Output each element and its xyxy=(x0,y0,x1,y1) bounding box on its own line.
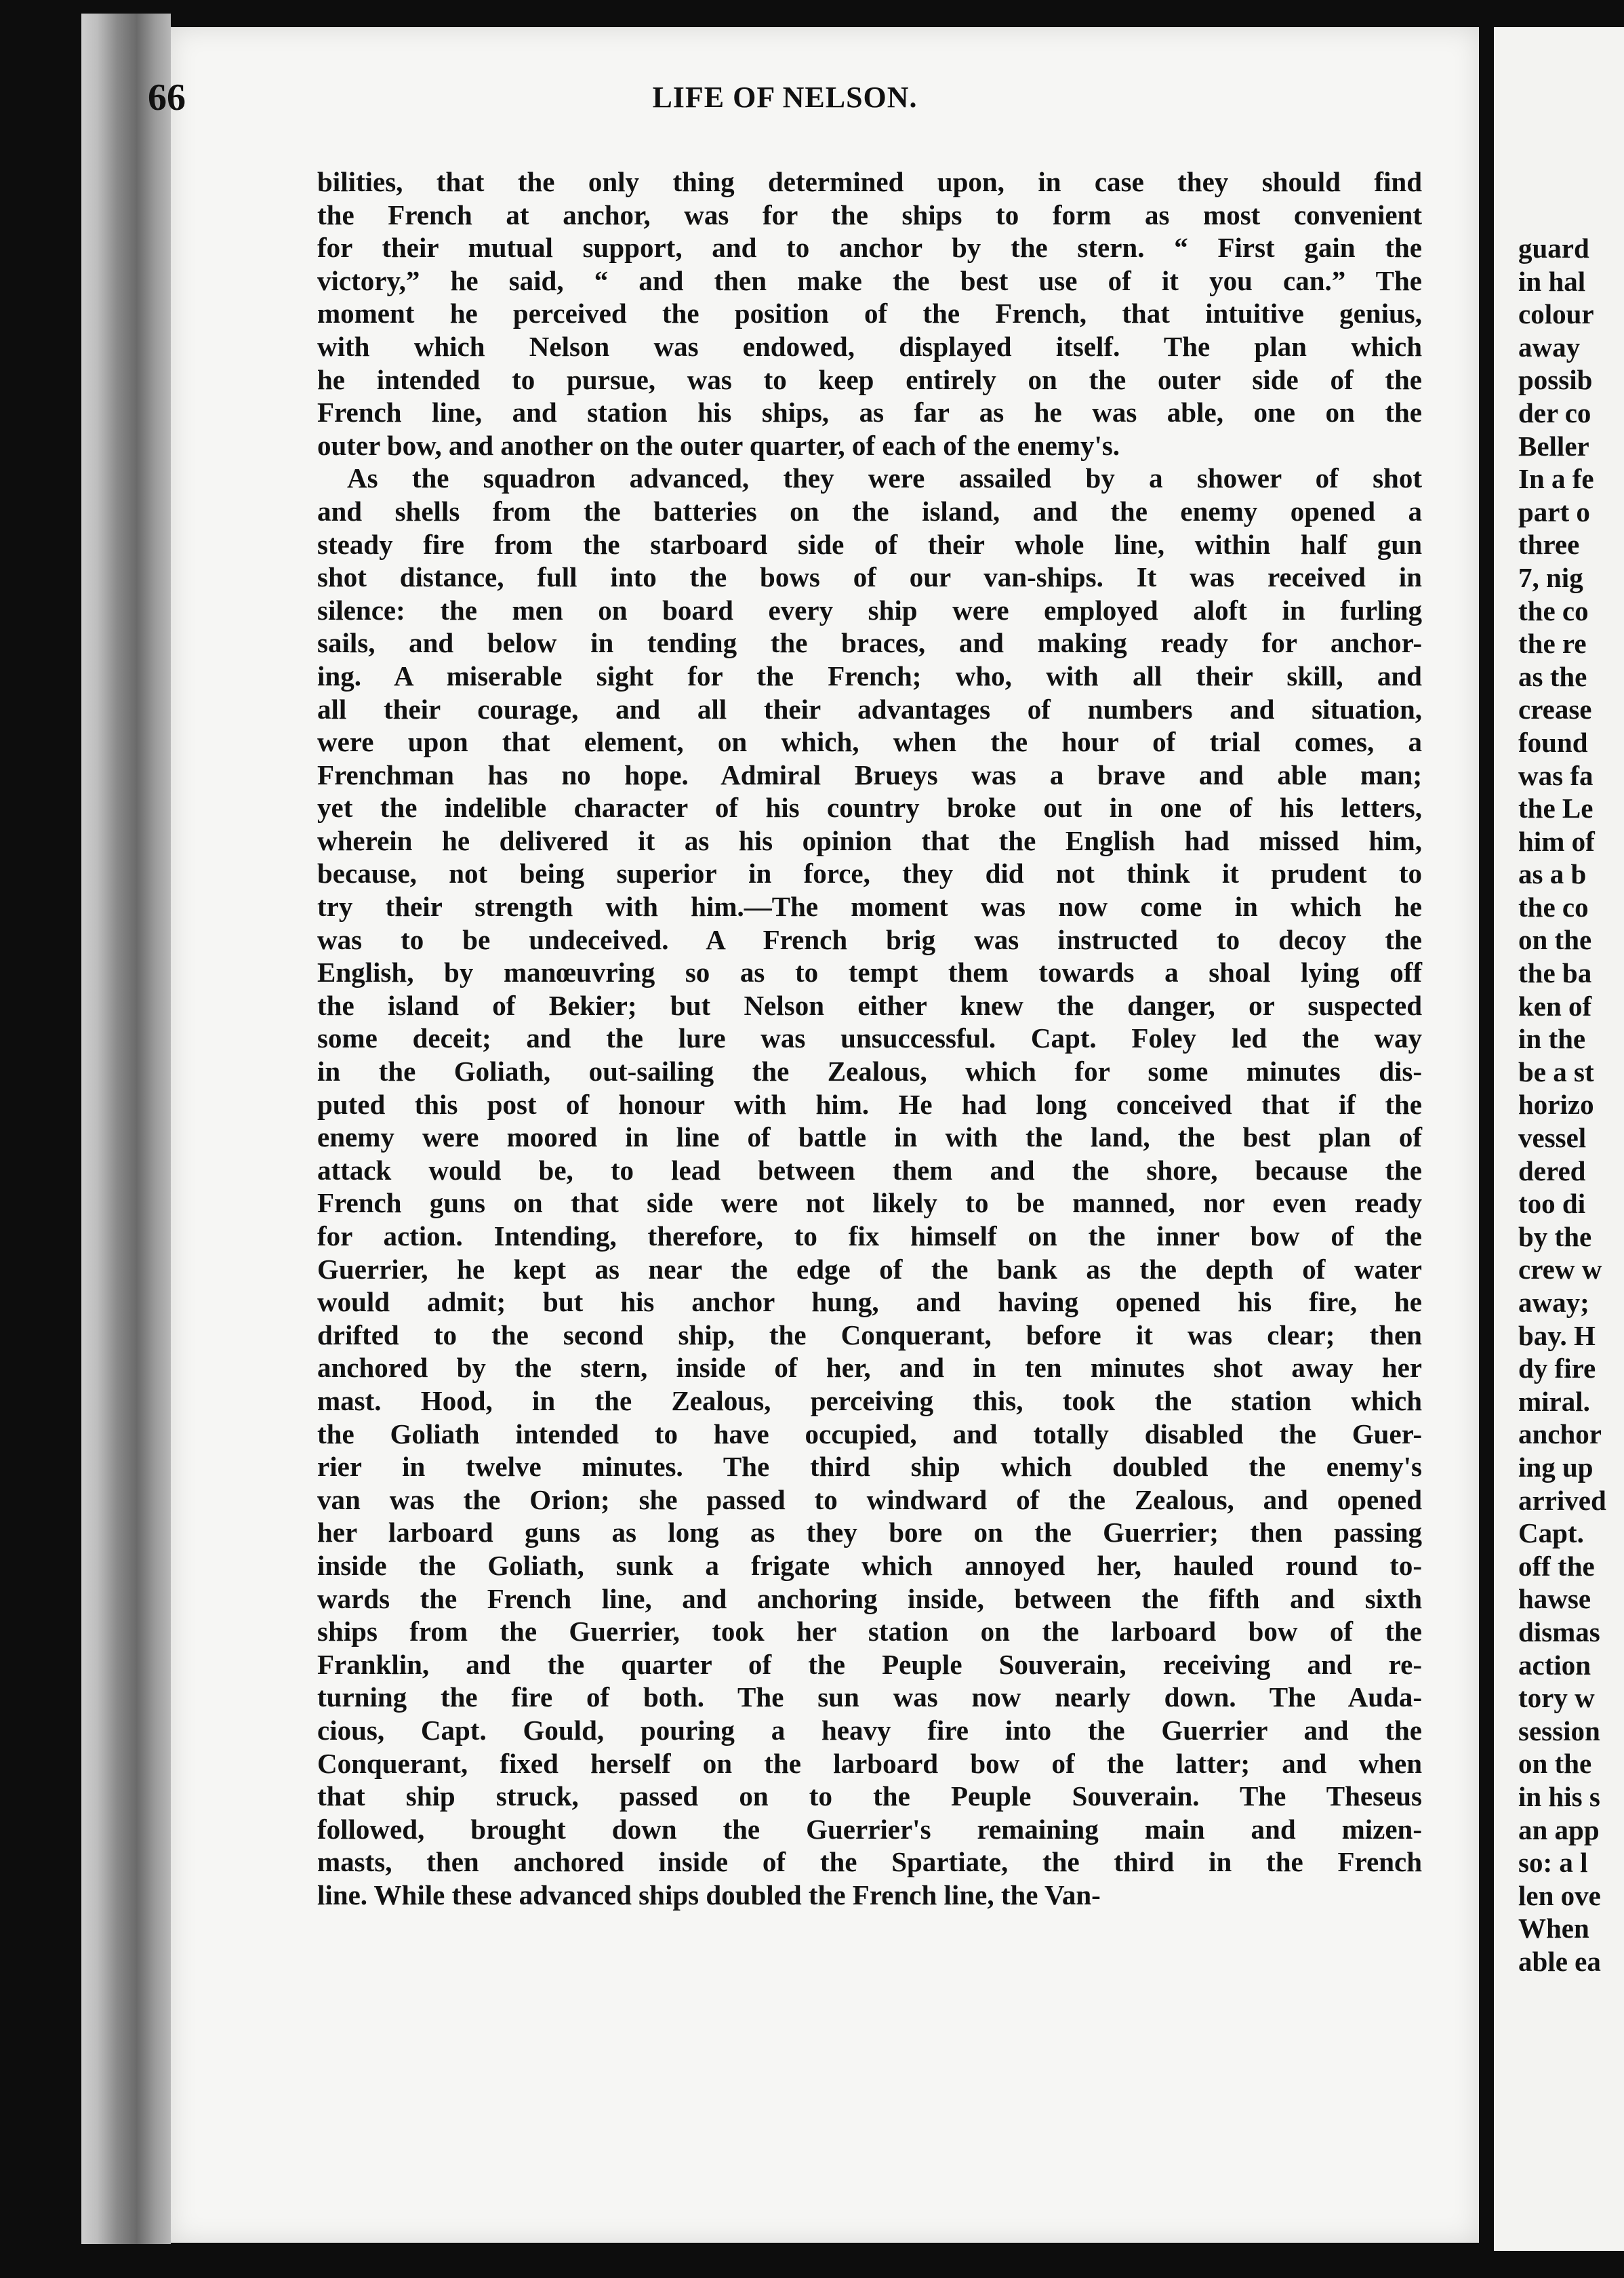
right-page-line: colour xyxy=(1518,298,1594,330)
text-line: try their strength with him.—The moment was now come in which he xyxy=(317,891,1422,923)
text-line: steady fire from the starboard side of their whole line, within half gun xyxy=(317,528,1422,560)
text-line: rier in twelve minutes. The third ship which doubled the enemy's xyxy=(317,1451,1422,1483)
right-page-line: away; xyxy=(1518,1287,1589,1318)
right-page-line: crew w xyxy=(1518,1254,1602,1285)
right-page-line: miral. xyxy=(1518,1385,1590,1417)
right-page-line: Beller xyxy=(1518,430,1589,462)
text-line: attack would be, to lead between them and the shore, because the xyxy=(317,1154,1422,1186)
text-line: masts, then anchored inside of the Spartiate, the third in the French xyxy=(317,1846,1422,1878)
text-line: would admit; but his anchor hung, and having opened his fire, he xyxy=(317,1286,1422,1318)
running-head: LIFE OF NELSON. xyxy=(652,81,918,114)
text-line: shot distance, full into the bows of our van-ships. It was received in xyxy=(317,561,1422,593)
text-line: mast. Hood, in the Zealous, perceiving this, took the station which xyxy=(317,1384,1422,1416)
right-page-line: Capt. xyxy=(1518,1517,1584,1549)
right-page-line: off the xyxy=(1518,1550,1595,1582)
right-page-line: horizo xyxy=(1518,1089,1594,1121)
right-page-line: session xyxy=(1518,1715,1600,1746)
text-line: her larboard guns as long as they bore on the Guerrier; then passing xyxy=(317,1517,1422,1548)
right-page-line: When xyxy=(1518,1913,1589,1944)
text-line: cious, Capt. Gould, pouring a heavy fire into the Guerrier and the xyxy=(317,1714,1422,1746)
right-page-line: dy fire xyxy=(1518,1353,1596,1384)
right-page-line: able ea xyxy=(1518,1945,1601,1977)
text-line: yet the indelible character of his country broke out in one of his letters, xyxy=(317,792,1422,824)
text-line: drifted to the second ship, the Conquerant, before it was clear; then xyxy=(317,1319,1422,1351)
right-page-line: found xyxy=(1518,726,1588,758)
text-line: were upon that element, on which, when the hour of trial comes, a xyxy=(317,726,1422,758)
text-line: wards the French line, and anchoring inside, between the fifth and sixth xyxy=(317,1582,1422,1614)
right-page-line: on the xyxy=(1518,1748,1592,1780)
text-line: he intended to pursue, was to keep entirely on the outer side of the xyxy=(317,363,1422,395)
text-line: As the squadron advanced, they were assailed by a shower of shot xyxy=(347,462,1422,494)
right-page-line: In a fe xyxy=(1518,463,1594,495)
text-line: with which Nelson was endowed, displayed itself. The plan which xyxy=(317,330,1422,362)
text-line: wherein he delivered it as his opinion that the English had missed him, xyxy=(317,824,1422,856)
right-page-line: guard xyxy=(1518,233,1589,264)
text-line: and shells from the batteries on the island, and the enemy opened a xyxy=(317,495,1422,527)
right-page-line: anchor xyxy=(1518,1418,1602,1450)
right-page-line: three xyxy=(1518,529,1580,561)
right-page-line: him of xyxy=(1518,825,1595,857)
text-line: puted this post of honour with him. He had long conceived that if the xyxy=(317,1088,1422,1120)
text-line: the French at anchor, was for the ships to form as most convenient xyxy=(317,199,1422,231)
text-line: Franklin, and the quarter of the Peuple Souverain, receiving and re- xyxy=(317,1648,1422,1680)
text-line: turning the fire of both. The sun was now nearly down. The Auda- xyxy=(317,1681,1422,1713)
right-page-line: dered xyxy=(1518,1155,1586,1186)
right-page-text xyxy=(1518,232,1624,1978)
right-page-line: be a st xyxy=(1518,1056,1594,1087)
text-line: Conquerant, fixed herself on the larboard bow of the latter; and when xyxy=(317,1747,1422,1779)
right-page-line: so: a l xyxy=(1518,1847,1588,1879)
text-line: for their mutual support, and to anchor by the stern. “ First gain the xyxy=(317,232,1422,264)
right-page-line: on the xyxy=(1518,924,1592,956)
page-header xyxy=(148,76,1422,130)
right-page-line: len ove xyxy=(1518,1879,1601,1911)
right-page-line: ken of xyxy=(1518,990,1592,1022)
page-number: 66 xyxy=(148,77,186,119)
text-line: sails, and below in tending the braces, and making ready for anchor- xyxy=(317,627,1422,659)
right-page-line: an app xyxy=(1518,1814,1600,1845)
text-line: Guerrier, he kept as near the edge of the bank as the depth of water xyxy=(317,1253,1422,1285)
text-line: victory,” he said, “ and then make the best use of it you can.” The xyxy=(317,264,1422,296)
right-page-line: dismas xyxy=(1518,1616,1600,1647)
text-line: that ship struck, passed on to the Peuple Souverain. The Theseus xyxy=(317,1780,1422,1812)
text-line: French line, and station his ships, as far as he was able, one on the xyxy=(317,397,1422,428)
text-line: English, by manœuvring so as to tempt them towards a shoal lying off xyxy=(317,957,1422,988)
right-page-line: as a b xyxy=(1518,858,1587,890)
text-line: Frenchman has no hope. Admiral Brueys was a brave and able man; xyxy=(317,759,1422,791)
text-line: for action. Intending, therefore, to fix himself on the inner bow of the xyxy=(317,1220,1422,1252)
right-page-line: as the xyxy=(1518,660,1587,692)
text-line: outer bow, and another on the outer quarter, of each of the enemy's. xyxy=(317,429,1120,461)
right-page-line: tory w xyxy=(1518,1682,1595,1714)
right-page-line: arrived xyxy=(1518,1484,1606,1516)
right-page-line: possib xyxy=(1518,364,1593,396)
right-page-line: hawse xyxy=(1518,1583,1591,1615)
text-line: anchored by the stern, inside of her, and in ten minutes shot away her xyxy=(317,1352,1422,1384)
right-page-line: 7, nig xyxy=(1518,561,1583,593)
text-line: some deceit; and the lure was unsuccessful. Capt. Foley led the way xyxy=(317,1022,1422,1054)
right-page-line: part o xyxy=(1518,496,1590,527)
right-page-line: bay. H xyxy=(1518,1319,1596,1351)
text-line: was to be undeceived. A French brig was instructed to decoy the xyxy=(317,923,1422,955)
text-line: van was the Orion; she passed to windward of the Zealous, and opened xyxy=(317,1483,1422,1515)
right-page-line: in his s xyxy=(1518,1780,1600,1812)
right-page-line: vessel xyxy=(1518,1122,1587,1154)
book-binding-edge xyxy=(81,14,171,2244)
body-text xyxy=(317,165,1422,1911)
text-line: silence: the men on board every ship were employed aloft in furling xyxy=(317,594,1422,626)
text-line: bilities, that the only thing determined upon, in case they should find xyxy=(317,166,1422,197)
right-page-line: action xyxy=(1518,1649,1591,1681)
right-page-fragment xyxy=(1494,27,1624,2251)
text-line: the Goliath intended to have occupied, and totally disabled the Guer- xyxy=(317,1418,1422,1450)
text-line: inside the Goliath, sunk a frigate which annoyed her, hauled round to- xyxy=(317,1549,1422,1581)
right-page-line: too di xyxy=(1518,1188,1586,1220)
right-page-line: by the xyxy=(1518,1220,1592,1252)
text-line: ships from the Guerrier, took her station on the larboard bow of the xyxy=(317,1616,1422,1647)
right-page-line: the co xyxy=(1518,891,1589,923)
text-line: followed, brought down the Guerrier's remaining main and mizen- xyxy=(317,1813,1422,1845)
right-page-line: away xyxy=(1518,331,1581,363)
text-line: enemy were moored in line of battle in with the land, the best plan of xyxy=(317,1121,1422,1153)
right-page-line: the re xyxy=(1518,628,1587,660)
right-page-line: in the xyxy=(1518,1023,1586,1055)
right-page-line: crease xyxy=(1518,694,1592,725)
right-page-line: the Le xyxy=(1518,793,1593,824)
right-page-line: der co xyxy=(1518,397,1591,428)
text-line: all their courage, and all their advantages of numbers and situation, xyxy=(317,693,1422,725)
right-page-line: the co xyxy=(1518,595,1589,626)
text-line: the island of Bekier; but Nelson either knew the danger, or suspected xyxy=(317,989,1422,1021)
text-line: in the Goliath, out-sailing the Zealous, which for some minutes dis- xyxy=(317,1056,1422,1087)
text-line: French guns on that side were not likely to be manned, nor even ready xyxy=(317,1187,1422,1219)
text-line: because, not being superior in force, they did not think it prudent to xyxy=(317,858,1422,890)
right-page-line: was fa xyxy=(1518,759,1593,791)
text-line: moment he perceived the position of the French, that intuitive genius, xyxy=(317,298,1422,329)
text-line: ing. A miserable sight for the French; who, with all their skill, and xyxy=(317,660,1422,692)
text-line: line. While these advanced ships doubled the French line, the Van- xyxy=(317,1879,1101,1911)
right-page-line: in hal xyxy=(1518,265,1586,297)
page-gutter xyxy=(1479,27,1494,2243)
right-page-line: ing up xyxy=(1518,1451,1593,1483)
right-page-line: the ba xyxy=(1518,957,1592,989)
